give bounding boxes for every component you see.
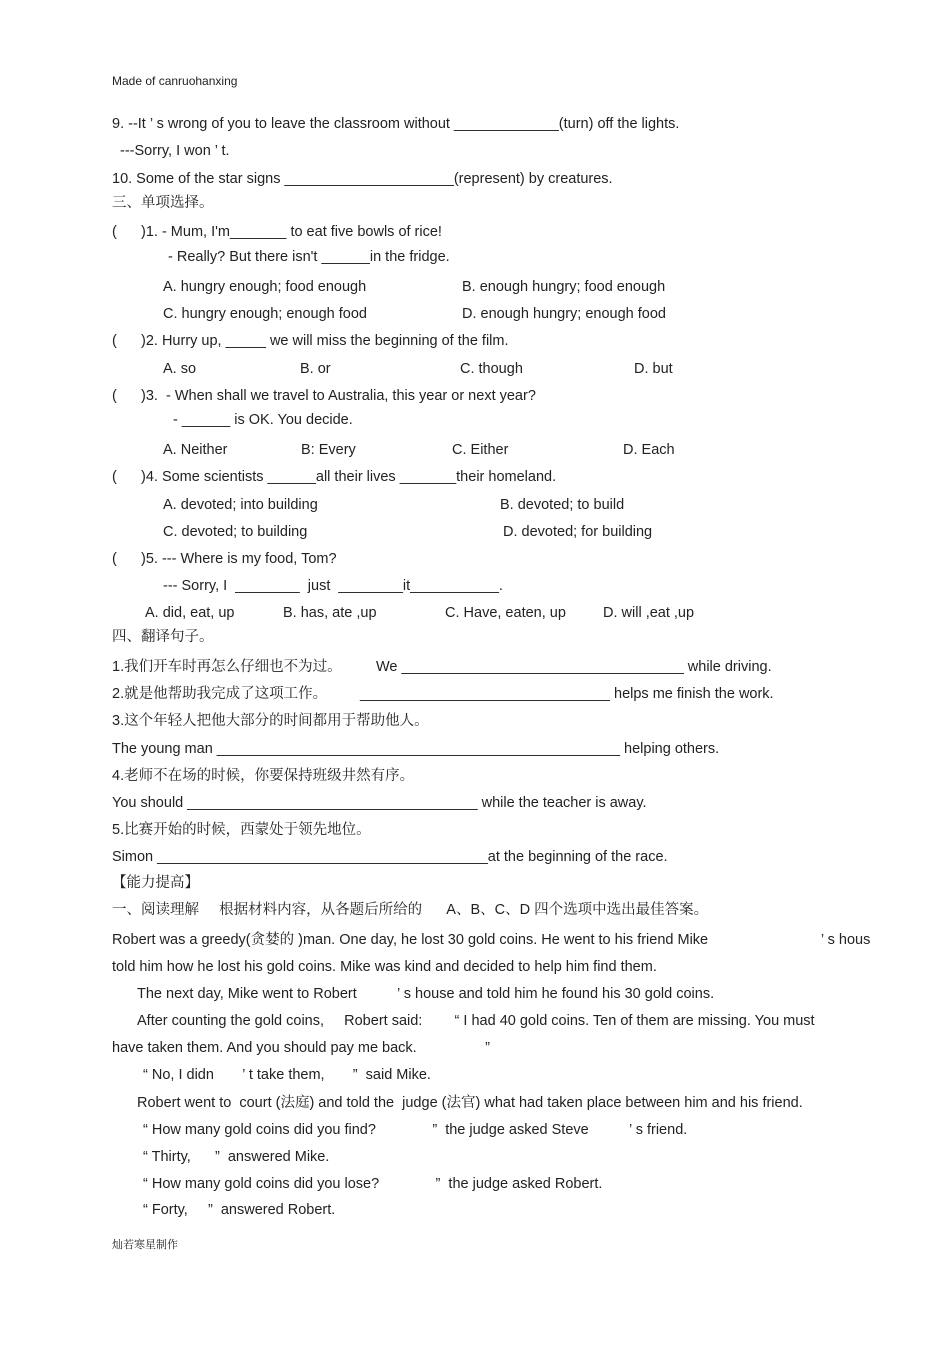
passage-line-6: “ No, I didn ’ t take them, ” said Mike.	[143, 1067, 431, 1083]
passage-line-11: “ Forty, ” answered Robert.	[143, 1202, 336, 1218]
reading-title: 一、阅读理解 根据材料内容，从各题后所给的 A、B、C、D 四个选项中选出最佳答案。	[112, 902, 709, 918]
passage-line-3: The next day, Mike went to Robert ’ s house and told him he found his 30 gold coins.	[137, 986, 715, 1002]
translation-3-zh: 3.这个年轻人把他大部分的时间都用于帮助他人。	[112, 713, 429, 729]
translation-2-en: _______________________________ helps me finish the work.	[360, 686, 774, 702]
q2-option-a: A. so	[163, 361, 197, 377]
translation-4-en: You should ____________________________________ while the teacher is away.	[112, 795, 647, 811]
q5-option-b: B. has, ate ,up	[283, 605, 377, 621]
q2-option-c: C. though	[460, 361, 523, 377]
translation-5-zh: 5.比赛开始的时候，西蒙处于领先地位。	[112, 822, 371, 838]
q3-option-c: C. Either	[452, 442, 509, 458]
q2-option-b: B. or	[300, 361, 331, 377]
q3-option-b: B: Every	[301, 442, 356, 458]
fill-in-10: 10. Some of the star signs _____________________(represent) by creatures.	[112, 171, 613, 187]
q4-option-a: A. devoted; into building	[163, 497, 318, 513]
translation-1-en: We ___________________________________ while driving.	[376, 659, 772, 675]
q5-option-d: D. will ,eat ,up	[603, 605, 695, 621]
q5-stem: ( )5. --- Where is my food, Tom?	[112, 551, 337, 567]
q5-option-c: C. Have, eaten, up	[445, 605, 566, 621]
page-header: Made of canruohanxing	[112, 74, 238, 88]
passage-line-5: have taken them. And you should pay me back. ”	[112, 1040, 491, 1056]
q4-option-d: D. devoted; for building	[503, 524, 653, 540]
q3-option-a: A. Neither	[163, 442, 228, 458]
fill-in-9-reply: ---Sorry, I won ’ t.	[120, 143, 230, 159]
passage-line-7: Robert went to court (法庭) and told the judge (法官) what had taken place between him and his friend.	[137, 1095, 803, 1111]
fill-in-9: 9. --It ’ s wrong of you to leave the classroom without _____________(turn) off the lights.	[112, 116, 680, 132]
q4-stem: ( )4. Some scientists ______all their lives _______their homeland.	[112, 469, 557, 485]
q3-stem: ( )3. - When shall we travel to Australia, this year or next year?	[112, 388, 536, 404]
q1-option-b: B. enough hungry; food enough	[462, 279, 666, 295]
passage-line-4: After counting the gold coins, Robert said: “ I had 40 gold coins. Ten of them are missing. You must	[137, 1013, 815, 1029]
translation-4-zh: 4.老师不在场的时候，你要保持班级井然有序。	[112, 768, 415, 784]
q1-stem2: - Really? But there isn't ______in the fridge.	[168, 249, 450, 265]
translation-1-zh: 1.我们开车时再怎么仔细也不为过。	[112, 659, 342, 675]
translation-2-zh: 2.就是他帮助我完成了这项工作。	[112, 686, 328, 702]
q5-option-a: A. did, eat, up	[145, 605, 235, 621]
q1-option-a: A. hungry enough; food enough	[163, 279, 367, 295]
passage-line-10: “ How many gold coins did you lose? ” the judge asked Robert.	[143, 1176, 603, 1192]
q2-option-d: D. but	[634, 361, 673, 377]
passage-line-9: “ Thirty, ” answered Mike.	[143, 1149, 330, 1165]
q5-stem2: --- Sorry, I ________ just ________it___________.	[163, 578, 503, 594]
ability-title: 【能力提高】	[112, 875, 199, 891]
q1-option-c: C. hungry enough; enough food	[163, 306, 367, 322]
section3-title: 三、单项选择。	[112, 195, 214, 211]
q3-option-d: D. Each	[623, 442, 675, 458]
page-footer: 灿若寒星制作	[112, 1239, 178, 1251]
q1-stem: ( )1. - Mum, I'm_______ to eat five bowls of rice!	[112, 224, 442, 240]
q3-stem2: - ______ is OK. You decide.	[173, 412, 353, 428]
q4-option-c: C. devoted; to building	[163, 524, 308, 540]
passage-line-2: told him how he lost his gold coins. Mike was kind and decided to help him find them.	[112, 959, 657, 975]
passage-line-8: “ How many gold coins did you find? ” the judge asked Steve ’ s friend.	[143, 1122, 688, 1138]
translation-5-en: Simon _________________________________________at the beginning of the race.	[112, 849, 668, 865]
q4-option-b: B. devoted; to build	[500, 497, 625, 513]
passage-line-1: Robert was a greedy(贪婪的 )man. One day, he lost 30 gold coins. He went to his friend Mike ’ s hous	[112, 932, 871, 948]
q2-stem: ( )2. Hurry up, _____ we will miss the beginning of the film.	[112, 333, 509, 349]
q1-option-d: D. enough hungry; enough food	[462, 306, 666, 322]
translation-3-en: The young man __________________________________________________ helping others.	[112, 741, 720, 757]
section4-title: 四、翻译句子。	[112, 629, 214, 645]
